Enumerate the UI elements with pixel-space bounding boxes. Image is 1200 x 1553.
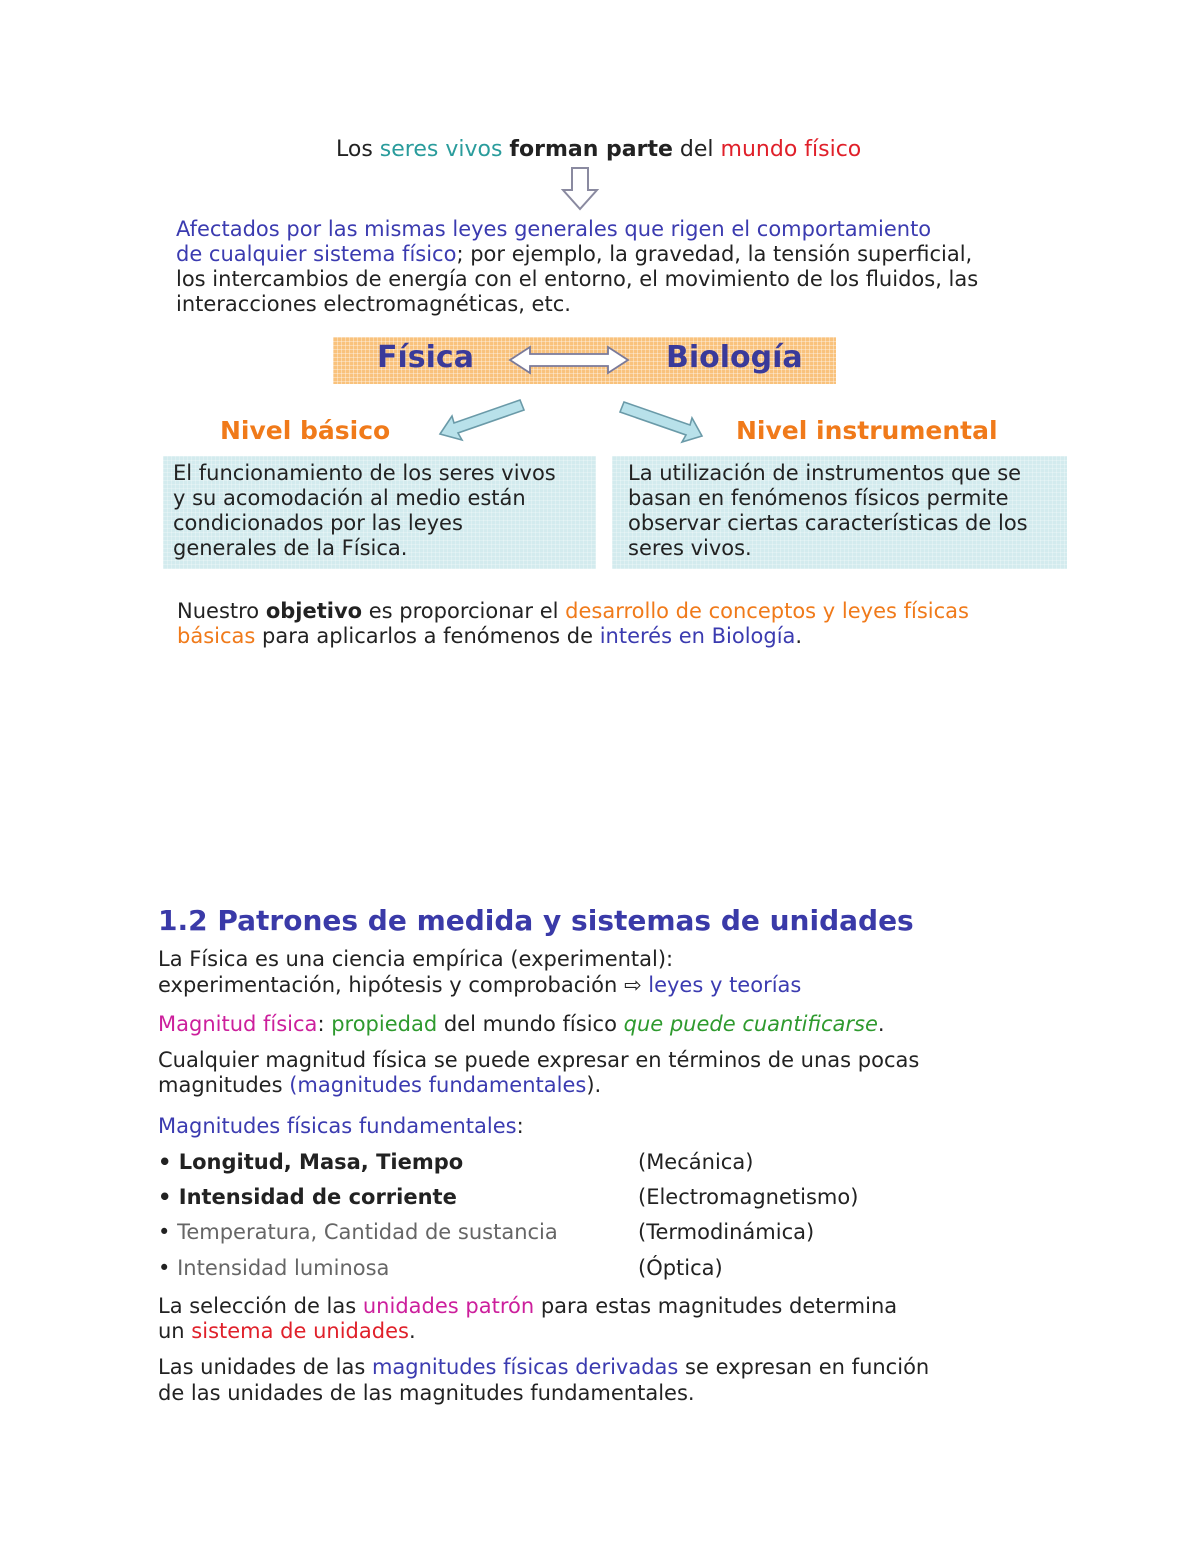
down-arrow-icon [560,166,600,212]
list-item-name: Temperatura, Cantidad de sustancia [177,1220,558,1244]
section-p5-period: . [408,1319,416,1343]
section-p5-line-1 [158,1293,897,1319]
affected-examples: ; por ejemplo, la gravedad, la tensión superficial, [456,242,973,266]
affected-line-2 [176,241,972,267]
fundamental-title [158,1113,524,1139]
nivel-basico-line: El funcionamiento de los seres vivos [173,461,556,485]
section-p1-line-1: La Física es una ciencia empírica (experimental): [158,947,674,971]
section-p2-text: del mundo físico [437,1012,624,1036]
cuantificarse-phrase: que puede cuantificarse [623,1012,878,1036]
section-heading: 1.2 Patrones de medida y sistemas de unidades [158,904,914,937]
objective-highlight: básicas [177,624,256,648]
objective-text: para aplicarlos a fenómenos de [255,624,600,648]
objective-text: es proporcionar el [362,599,566,623]
nivel-basico-title: Nivel básico [220,416,391,445]
intro-text: Los [336,137,380,162]
list-item [158,1184,457,1210]
section-p2-period: . [877,1012,885,1036]
objective-line-1 [177,598,969,624]
nivel-basico-line: generales de la Física. [173,536,408,560]
bullet-icon: • [158,1220,171,1244]
intro-sentence [336,137,861,163]
section-p5-text: La selección de las [158,1294,363,1318]
banner-fisica: Física [377,340,474,375]
list-item-area: (Óptica) [638,1256,723,1280]
section-p6-text: Las unidades de las [158,1355,372,1379]
sistema-unidades-term: sistema de unidades [191,1319,409,1343]
right-arrow-icon: ⇨ [623,973,642,997]
affected-line-3: los intercambios de energía con el entorno, el movimiento de los fluidos, las [176,267,979,291]
nivel-basico-line: y su acomodación al medio están [173,486,526,510]
objective-interes-biologia: interés en Biología [599,624,796,648]
section-p3-close: ). [586,1073,602,1097]
affected-line-1: Afectados por las mismas leyes generales que rigen el comportamiento [176,217,932,241]
magnitudes-fundamentales-term: (magnitudes fundamentales [289,1073,587,1097]
list-item-area: (Electromagnetismo) [638,1185,859,1209]
section-p3-line-2 [158,1072,601,1098]
objective-text: Nuestro [177,599,266,623]
intro-seres-vivos: seres vivos [379,137,503,162]
bullet-icon: • [158,1185,172,1209]
section-p6-line-2: de las unidades de las magnitudes fundamentales. [158,1381,695,1405]
objective-highlight: desarrollo de conceptos y leyes físicas [565,599,969,623]
list-item [158,1219,558,1245]
magnitudes-derivadas-term: magnitudes físicas derivadas [371,1355,679,1379]
section-p1-line-2 [158,972,801,998]
banner-biologia: Biología [666,340,803,375]
double-arrow-icon [508,344,630,376]
list-item-name: Intensidad de corriente [178,1185,457,1209]
affected-line-4: interacciones electromagnéticas, etc. [176,292,571,316]
intro-text-del: del [672,137,721,162]
objective-line-2 [177,623,802,649]
arrow-down-right-icon [614,398,706,444]
bullet-icon: • [158,1256,171,1280]
section-p1-text: experimentación, hipótesis y comprobación [158,973,624,997]
unidades-patron-term: unidades patrón [362,1294,535,1318]
nivel-instrumental-line: observar ciertas características de los [628,511,1028,535]
arrow-down-left-icon [436,396,528,442]
propiedad-term: propiedad [331,1012,438,1036]
objective-period: . [795,624,803,648]
list-item-name: Longitud, Masa, Tiempo [178,1150,464,1174]
affected-sistema-fisico: de cualquier sistema físico [176,242,457,266]
nivel-instrumental-title: Nivel instrumental [736,416,998,445]
nivel-instrumental-line: La utilización de instrumentos que se [628,461,1022,485]
nivel-basico-line: condicionados por las leyes [173,511,463,535]
objective-bold: objetivo [265,599,363,623]
section-p2-colon: : [317,1012,332,1036]
section-p2 [158,1011,885,1037]
intro-mundo-fisico: mundo físico [720,137,862,162]
section-p6-line-1 [158,1354,929,1380]
list-item-area: (Mecánica) [638,1150,754,1174]
section-p5-text: para estas magnitudes determina [534,1294,898,1318]
bullet-icon: • [158,1150,172,1174]
section-p3-line-1: Cualquier magnitud física se puede expresar en términos de unas pocas [158,1048,920,1072]
section-p5-line-2 [158,1318,416,1344]
section-p5-text: un [158,1319,192,1343]
fundamental-title-text: Magnitudes físicas fundamentales [158,1114,517,1138]
section-p3-text: magnitudes [158,1073,290,1097]
list-item [158,1255,389,1281]
fundamental-title-colon: : [516,1114,524,1138]
magnitud-fisica-term: Magnitud física [158,1012,318,1036]
list-item-name: Intensidad luminosa [177,1256,390,1280]
nivel-instrumental-line: seres vivos. [628,536,752,560]
list-item [158,1149,463,1175]
list-item-area: (Termodinámica) [638,1220,815,1244]
nivel-instrumental-line: basan en fenómenos físicos permite [628,486,1009,510]
intro-forman-parte: forman parte [509,137,673,162]
section-leyes-teorias: leyes y teorías [641,973,802,997]
section-p6-text: se expresan en función [678,1355,930,1379]
